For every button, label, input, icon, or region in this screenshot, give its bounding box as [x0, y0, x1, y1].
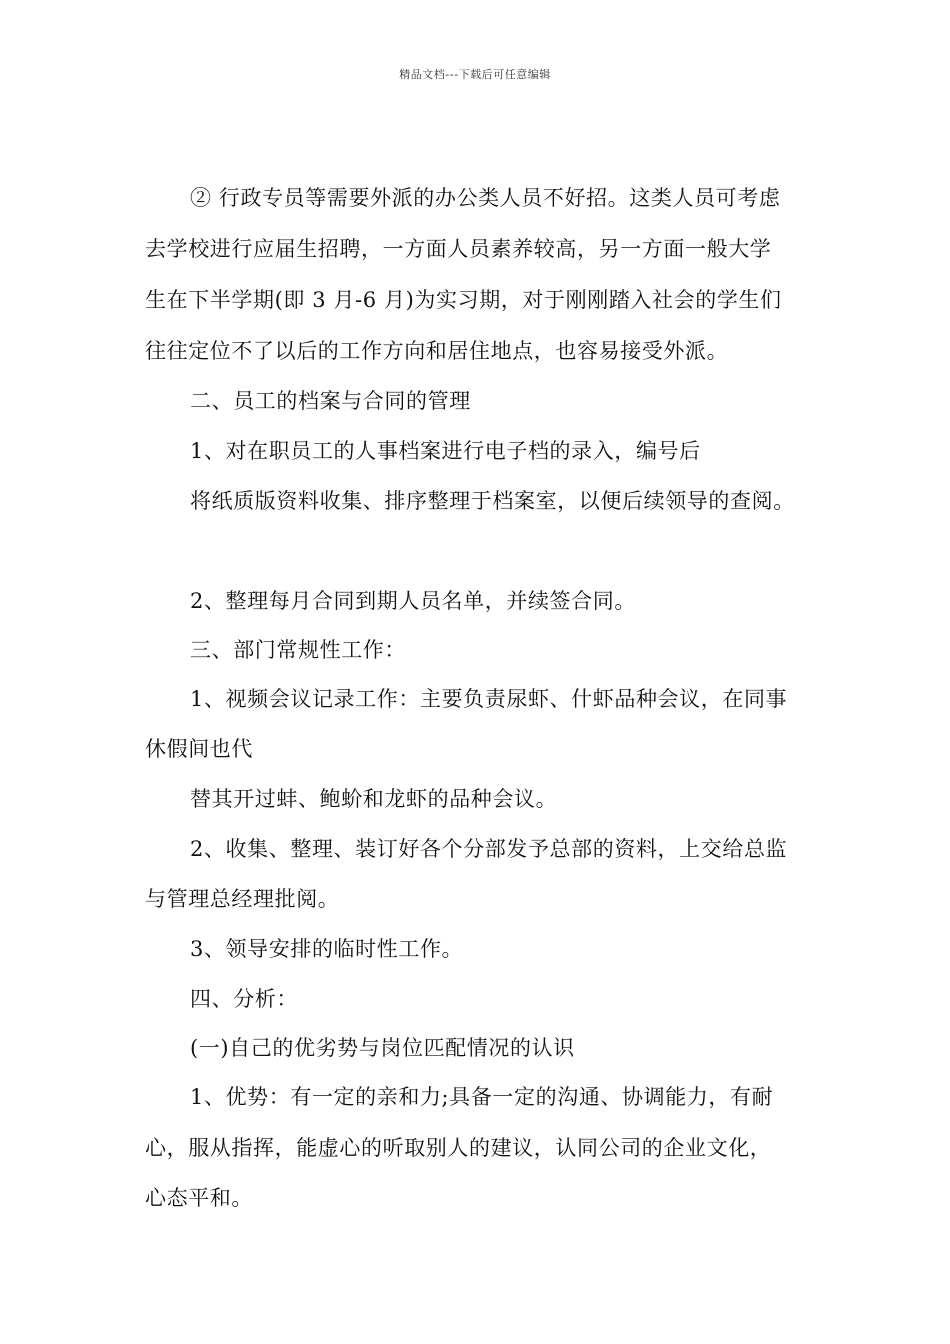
paragraph-line: 休假间也代 [145, 737, 253, 761]
paragraph-line: 与管理总经理批阅。 [145, 887, 340, 911]
paragraph-line: 2、整理每月合同到期人员名单，并续签合同。 [190, 589, 636, 613]
page-header: 精品文档---下载后可任意编辑 [399, 68, 551, 81]
paragraph-line: 2、收集、整理、装订好各个分部发予总部的资料，上交给总监 [190, 837, 788, 861]
paragraph-line: 将纸质版资料收集、排序整理于档案室，以便后续领导的查阅。 [190, 489, 795, 513]
paragraph-line: 去学校进行应届生招聘，一方面人员素养较高，另一方面一般大学 [145, 237, 772, 261]
paragraph-line: 心，服从指挥，能虚心的听取别人的建议，认同公司的企业文化， [145, 1136, 772, 1160]
subsection-heading: (一)自己的优劣势与岗位匹配情况的认识 [190, 1036, 575, 1060]
paragraph-line: 往往定位不了以后的工作方向和居住地点，也容易接受外派。 [145, 339, 729, 363]
paragraph-line: 生在下半学期(即 3 月-6 月)为实习期，对于刚刚踏入社会的学生们 [145, 288, 782, 312]
paragraph-line: ② 行政专员等需要外派的办公类人员不好招。这类人员可考虑 [190, 186, 781, 210]
paragraph-line: 替其开过蚌、鲍蚧和龙虾的品种会议。 [190, 787, 558, 811]
paragraph-line: 1、视频会议记录工作：主要负责尿虾、什虾品种会议，在同事 [190, 687, 788, 711]
paragraph-line: 1、优势：有一定的亲和力;具备一定的沟通、协调能力，有耐 [190, 1085, 774, 1109]
paragraph-line: 心态平和。 [145, 1186, 253, 1210]
paragraph-line: 1、对在职员工的人事档案进行电子档的录入，编号后 [190, 439, 701, 463]
section-heading: 二、员工的档案与合同的管理 [190, 389, 471, 413]
section-heading: 三、部门常规性工作： [190, 638, 406, 662]
paragraph-line: 3、领导安排的临时性工作。 [190, 937, 464, 961]
section-heading: 四、分析： [190, 987, 298, 1011]
